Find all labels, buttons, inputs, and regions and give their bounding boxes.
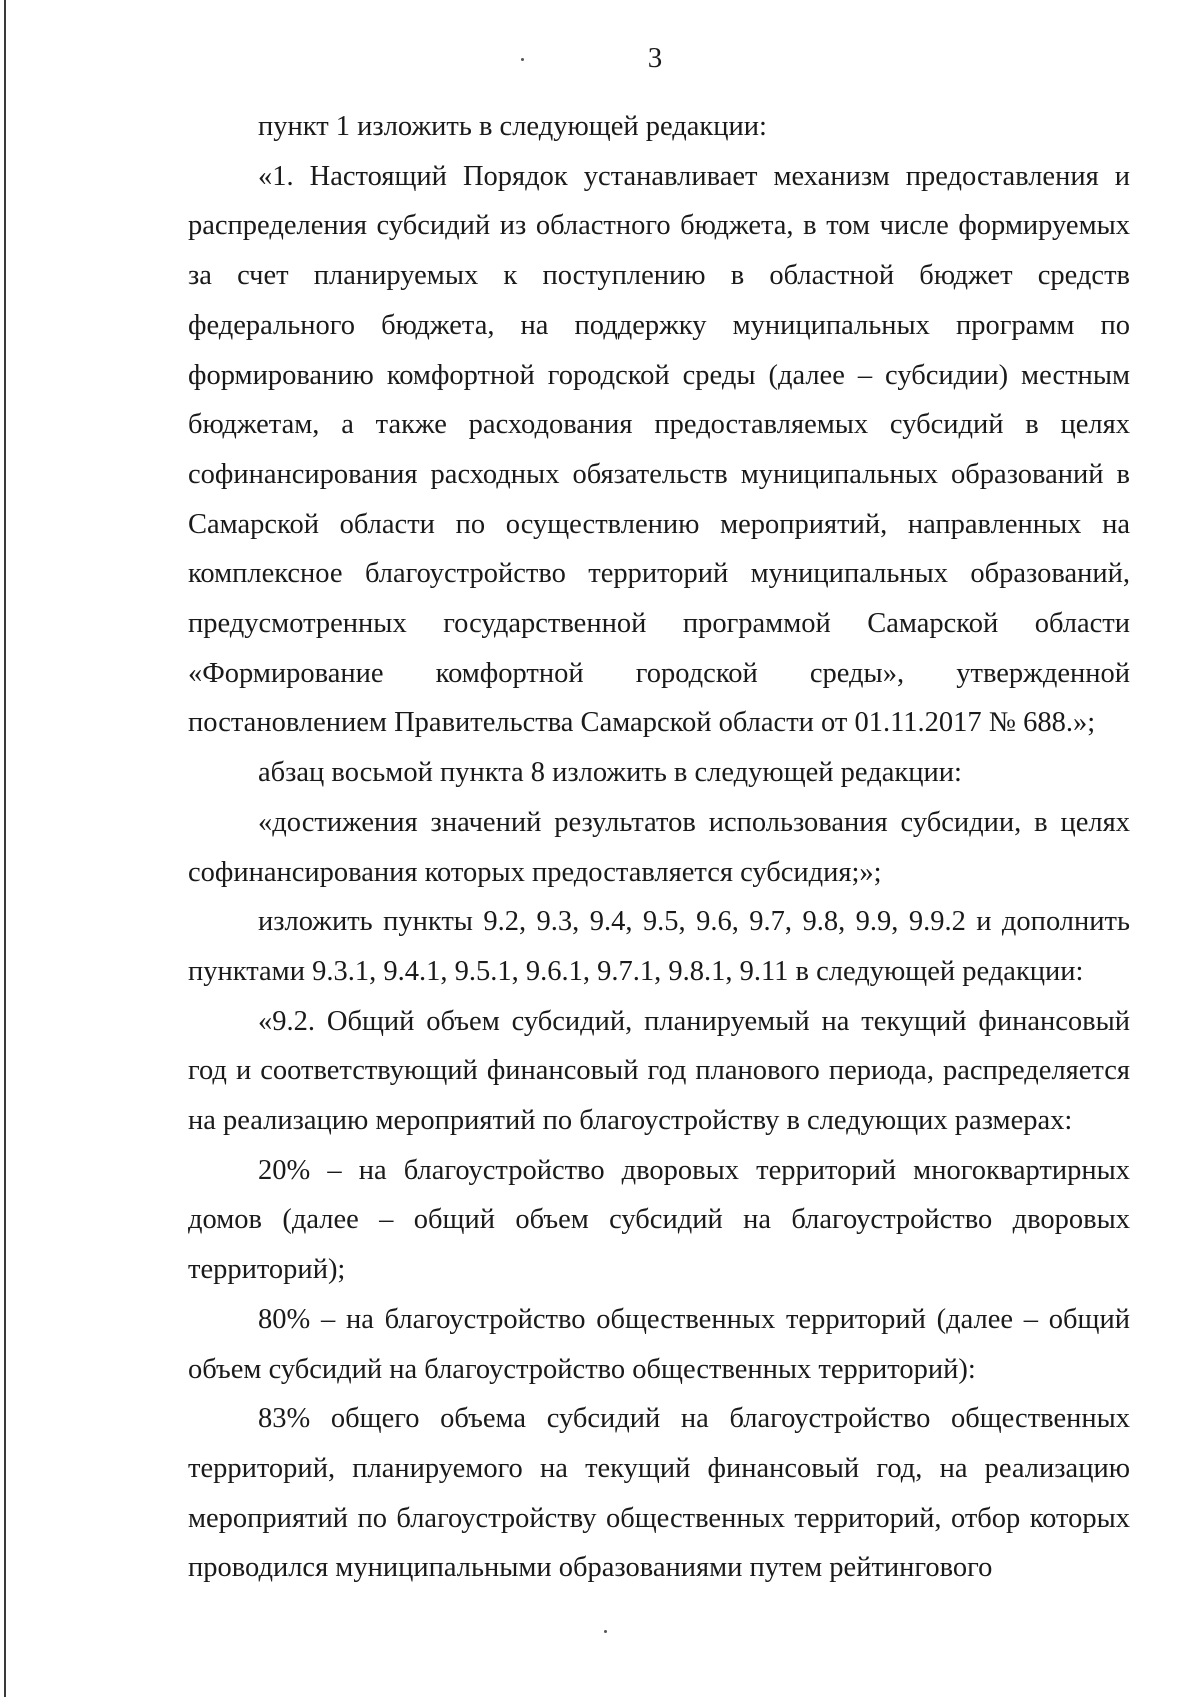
paragraph-4: «достижения значений результатов использования субсидии, в целях софинансирования которых предоставляется субсидия;»; [188, 806, 1130, 888]
paragraph-8: 80% – на благоустройство общественных территорий (далее – общий объем субсидий на благоустройство общественных территорий): [188, 1303, 1130, 1385]
paragraph-9: 83% общего объема субсидий на благоустройство общественных территорий, планируемого на текущий финансовый год, на реализацию мероприятий по благоустройству общественных территорий, отбор которых проводился муниципальными образованиями путем рейтингового [188, 1403, 1130, 1584]
scan-edge-line [4, 0, 6, 1697]
document-body [188, 102, 1130, 1593]
page-number: 3 [647, 42, 663, 74]
paragraph-5: изложить пункты 9.2, 9.3, 9.4, 9.5, 9.6, 9.7, 9.8, 9.9, 9.9.2 и дополнить пунктами 9.3.1, 9.4.1, 9.5.1, 9.6.1, 9.7.1, 9.8.1, 9.11 в следующей редакции: [188, 906, 1130, 987]
paragraph-3: абзац восьмой пункта 8 изложить в следующей редакции: [258, 757, 962, 789]
scan-speck [604, 1630, 607, 1633]
paragraph-2: «1. Настоящий Порядок устанавливает механизм предоставления и распределения субсидий из областного бюджета, в том числе формируемых за счет планируемых к поступлению в областной бюджет средств федерального бюджета, на поддержку муниципальных программ по формированию комфортной городской среды (далее – субсидии) местным бюджетам, а также расходования предоставляемых субсидий в целях софинансирования расходных обязательств муниципальных образований в Самарской области по осуществлению мероприятий, направленных на комплексное благоустройство территорий муниципальных образований, предусмотренных государственной программой Самарской области «Формирование комфортной городской среды», утвержденной постановлением Правительства Самарской области от 01.11.2017 № 688.»; [188, 160, 1130, 739]
scan-speck [521, 58, 524, 61]
paragraph-1: пункт 1 изложить в следующей редакции: [258, 111, 767, 142]
paragraph-6: «9.2. Общий объем субсидий, планируемый на текущий финансовый год и соответствующий финансовый год планового периода, распределяется на реализацию мероприятий по благоустройству в следующих размерах: [188, 1005, 1130, 1137]
paragraph-7: 20% – на благоустройство дворовых территорий многоквартирных домов (далее – общий объем субсидий на благоустройство дворовых территорий); [188, 1154, 1130, 1286]
